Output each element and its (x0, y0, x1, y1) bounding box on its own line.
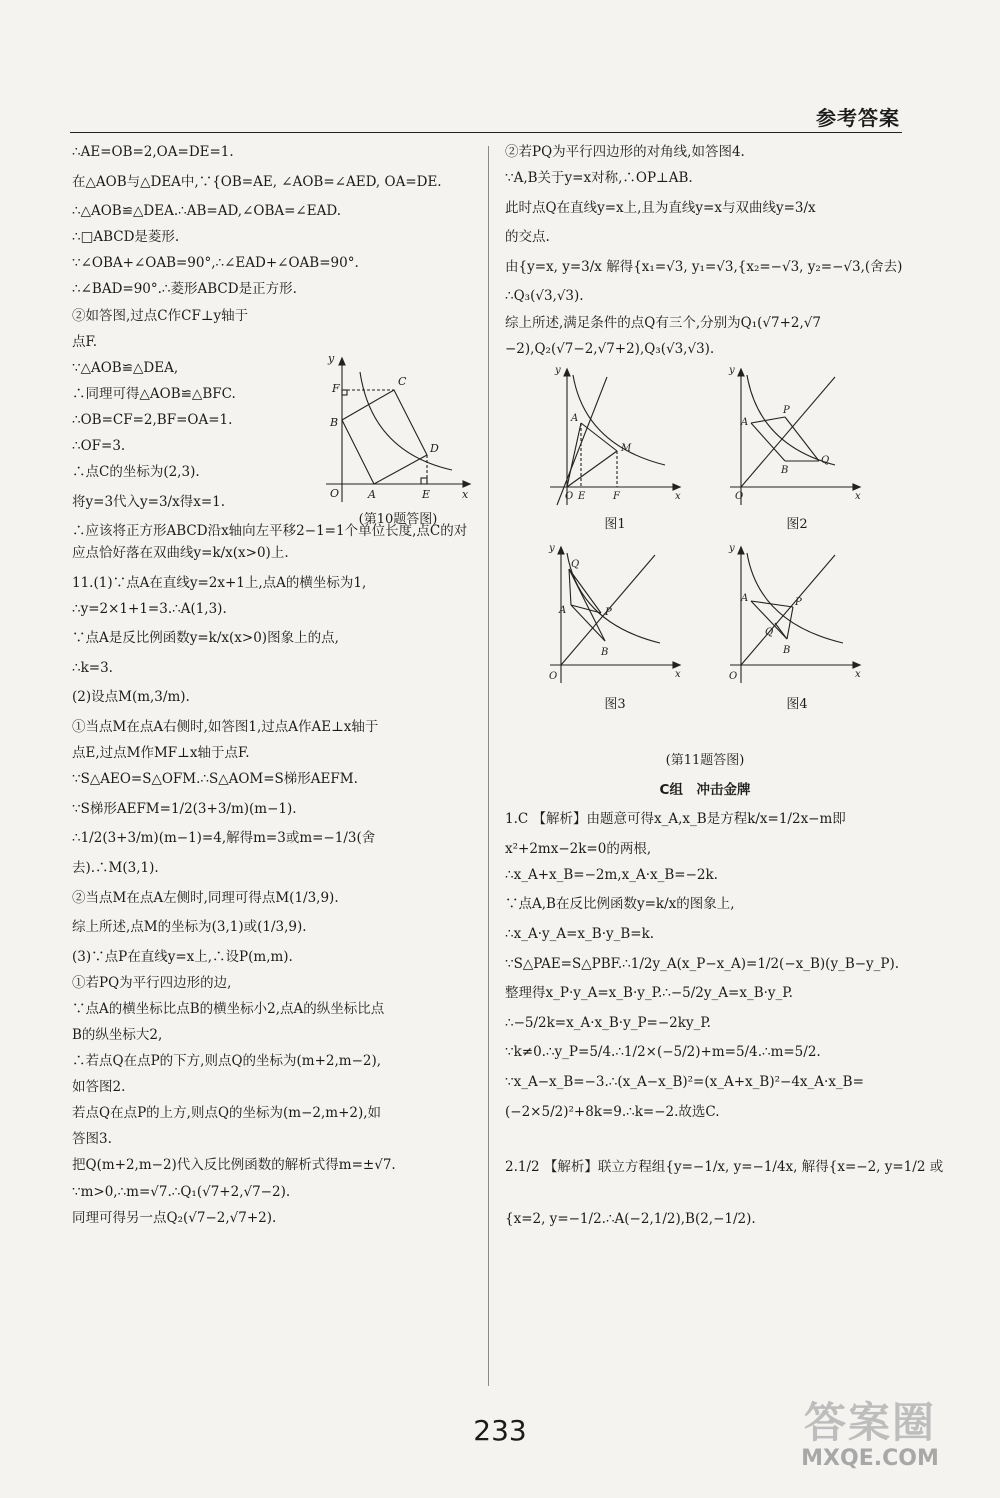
text-line: 2.1/2 【解析】联立方程组{y=−1/x, y=−1/4x, 解得{x=−2, y=1/2 或 (505, 1159, 944, 1176)
svg-text:C: C (398, 375, 407, 388)
text-line: 由{y=x, y=3/x 解得{x₁=√3, y₁=√3,{x₂=−√3, y₂=−√3,(舍去) (505, 258, 903, 275)
text-line: 去).∴M(3,1). (72, 859, 159, 876)
text-line: ∴□ABCD是菱形. (72, 229, 180, 246)
text-line: (2)设点M(m,3/m). (72, 689, 190, 706)
column-divider (488, 146, 489, 1386)
svg-text:E: E (578, 490, 586, 502)
figure-11-4 (725, 543, 865, 693)
text-line: (3)∵点P在直线y=x上,∴设P(m,m). (72, 948, 293, 965)
svg-text:A: A (741, 592, 749, 604)
svg-text:A: A (741, 416, 749, 428)
text-line: 答图3. (72, 1131, 112, 1148)
text-line: ∴y=2×1+1=3.∴A(1,3). (72, 600, 227, 617)
text-line: 此时点Q在直线y=x上,且为直线y=x与双曲线y=3/x (505, 199, 816, 216)
text-line: B的纵坐标大2, (72, 1027, 163, 1043)
svg-text:F: F (332, 382, 340, 395)
text-line: 的交点. (505, 229, 550, 246)
text-line: ∴点C的坐标为(2,3). (72, 464, 200, 481)
text-line: 11.(1)∵点A在直线y=2x+1上,点A的横坐标为1, (72, 574, 367, 591)
text-line: ∵m>0,∴m=√7.∴Q₁(√7+2,√7−2). (72, 1183, 291, 1200)
svg-text:O: O (565, 490, 574, 502)
svg-text:F: F (613, 490, 620, 502)
svg-text:P: P (605, 606, 612, 618)
figure-label: 图2 (786, 516, 808, 532)
text-line: ∴若点Q在点P的下方,则点Q的坐标为(m+2,m−2), (72, 1053, 382, 1070)
watermark-top: 答案圈 (803, 1398, 936, 1447)
figure-11-panel (535, 365, 915, 745)
text-line: ∵△AOB≌△DEA, (72, 359, 179, 376)
svg-text:B: B (783, 644, 791, 656)
site-watermark-logo (780, 1390, 960, 1480)
svg-text:x: x (675, 668, 681, 680)
text-line: ∵S△PAE=S△PBF.∴1/2y_A(x_P−x_A)=1/2(−x_B)(y_B−y_P). (505, 955, 900, 972)
svg-text:y: y (729, 542, 735, 554)
figure-11-2 (725, 365, 865, 515)
text-line: ①若PQ为平行四边形的边, (72, 974, 232, 991)
text-line: x²+2mx−2k=0的两根, (505, 840, 652, 857)
svg-text:A: A (571, 412, 579, 424)
text-line: 点E,过点M作MF⊥x轴于点F. (72, 745, 250, 762)
svg-text:A: A (559, 604, 567, 616)
svg-text:O: O (330, 487, 340, 500)
section-title: 参考答案 (816, 106, 900, 130)
text-line: 在△AOB与△DEA中,∵{OB=AE, ∠AOB=∠AED, OA=DE. (72, 173, 442, 190)
watermark-bottom: MXQE.COM (801, 1446, 939, 1471)
text-line: ∵x_A−x_B=−3.∴(x_A−x_B)²=(x_A+x_B)²−4x_A·x_B= (505, 1073, 864, 1090)
page-number: 233 (473, 1414, 527, 1447)
text-line: ∴OB=CF=2,BF=OA=1. (72, 411, 233, 428)
header-rule (70, 132, 902, 133)
text-line: ∵A,B关于y=x对称,∴OP⊥AB. (505, 170, 693, 187)
text-line: (−2×5/2)²+8k=9.∴k=−2.故选C. (505, 1103, 720, 1120)
svg-text:y: y (549, 542, 555, 554)
text-line: 综上所述,点M的坐标为(3,1)或(1/3,9). (72, 919, 307, 936)
text-line: {x=2, y=−1/2.∴A(−2,1/2),B(2,−1/2). (505, 1210, 756, 1227)
text-line: ∴∠BAD=90°.∴菱形ABCD是正方形. (72, 281, 297, 298)
svg-text:O: O (729, 670, 738, 682)
svg-text:M: M (621, 442, 632, 454)
text-line: ∵k≠0.∴y_P=5/4.∴1/2×(−5/2)+m=5/4.∴m=5/2. (505, 1044, 821, 1061)
text-line: ∴应该将正方形ABCD沿x轴向左平移2−1=1个单位长度,点C的对应点恰好落在双曲线y=k/x(x>0)上. (72, 523, 468, 561)
figure-11-3 (545, 543, 685, 693)
text-line: ∵点A,B在反比例函数y=k/x的图象上, (505, 896, 735, 913)
text-line: ①当点M在点A右侧时,如答图1,过点A作AE⊥x轴于 (72, 718, 379, 735)
figure-10-caption: (第10题答图) (358, 512, 438, 527)
svg-text:B: B (781, 464, 789, 476)
svg-text:O: O (549, 670, 558, 682)
svg-text:B: B (601, 646, 609, 658)
figure-11-caption: (第11题答图) (665, 752, 745, 768)
text-line: ∴AE=OB=2,OA=DE=1. (72, 144, 234, 160)
right-column (505, 142, 944, 1238)
left-column (72, 142, 476, 1234)
svg-text:y: y (328, 352, 335, 365)
svg-text:x: x (855, 490, 861, 502)
text-line: 将y=3代入y=3/x得x=1. (72, 493, 226, 510)
text-line: 1.C 【解析】由题意可得x_A,x_B是方程k/x=1/2x−m即 (505, 811, 846, 828)
figure-label: 图1 (604, 516, 626, 532)
text-line: ∴x_A·y_A=x_B·y_B=k. (505, 926, 655, 943)
section-heading: C组 冲击金牌 (659, 781, 751, 798)
figure-11-1 (545, 365, 685, 515)
text-line: ∴OF=3. (72, 438, 126, 455)
svg-text:x: x (855, 668, 861, 680)
text-line: ∴1/2(3+3/m)(m−1)=4,解得m=3或m=−1/3(舍 (72, 830, 376, 847)
text-line: ∴x_A+x_B=−2m,x_A·x_B=−2k. (505, 866, 718, 883)
text-line: 综上所述,满足条件的点Q有三个,分别为Q₁(√7+2,√7 (505, 314, 821, 331)
text-line: ∴同理可得△AOB≌△BFC. (72, 385, 236, 402)
text-line: 如答图2. (72, 1079, 126, 1096)
svg-text:Q: Q (821, 454, 830, 466)
text-line: ∵点A是反比例函数y=k/x(x>0)图象上的点, (72, 630, 339, 647)
text-line: ∵∠OBA+∠OAB=90°,∴∠EAD+∠OAB=90°. (72, 255, 359, 272)
svg-text:y: y (729, 364, 735, 376)
svg-text:E: E (422, 488, 431, 501)
svg-text:P: P (795, 596, 802, 608)
svg-text:B: B (330, 416, 339, 429)
svg-text:O: O (735, 490, 744, 502)
text-line: 若点Q在点P的上方,则点Q的坐标为(m−2,m+2),如 (72, 1105, 382, 1122)
svg-text:P: P (783, 404, 790, 416)
svg-text:x: x (675, 490, 681, 502)
text-line: 同理可得另一点Q₂(√7−2,√7+2). (72, 1209, 277, 1226)
text-line: ∴△AOB≌△DEA.∴AB=AD,∠OBA=∠EAD. (72, 203, 341, 220)
text-line: 整理得x_P·y_A=x_B·y_P.∴−5/2y_A=x_B·y_P. (505, 985, 793, 1002)
figure-label: 图4 (786, 696, 808, 712)
text-line: ②若PQ为平行四边形的对角线,如答图4. (505, 144, 745, 160)
text-line: ∴k=3. (72, 659, 113, 676)
svg-text:A: A (368, 488, 376, 501)
text-line: 点F. (72, 333, 98, 350)
text-line: ②当点M在点A左侧时,同理可得点M(1/3,9). (72, 889, 339, 906)
text-line: 把Q(m+2,m−2)代入反比例函数的解析式得m=±√7. (72, 1157, 396, 1174)
svg-text:Q: Q (571, 558, 580, 570)
text-line: ∴−5/2k=x_A·x_B·y_P=−2ky_P. (505, 1014, 711, 1031)
svg-text:D: D (430, 442, 439, 455)
text-line: ∴Q₃(√3,√3). (505, 288, 584, 305)
text-line: −2),Q₂(√7−2,√7+2),Q₃(√3,√3). (505, 340, 715, 357)
svg-text:Q: Q (765, 626, 774, 638)
text-line: ∵S△AEO=S△OFM.∴S△AOM=S梯形AEFM. (72, 771, 358, 788)
text-line: ∵点A的横坐标比点B的横坐标小2,点A的纵坐标比点 (72, 1000, 385, 1017)
svg-text:x: x (462, 488, 469, 501)
svg-text:y: y (555, 364, 561, 376)
text-line: ∵S梯形AEFM=1/2(3+3/m)(m−1). (72, 800, 297, 817)
figure-label: 图3 (604, 696, 626, 712)
text-line: ②如答图,过点C作CF⊥y轴于 (72, 307, 249, 324)
figure-10-diagram (312, 352, 482, 527)
